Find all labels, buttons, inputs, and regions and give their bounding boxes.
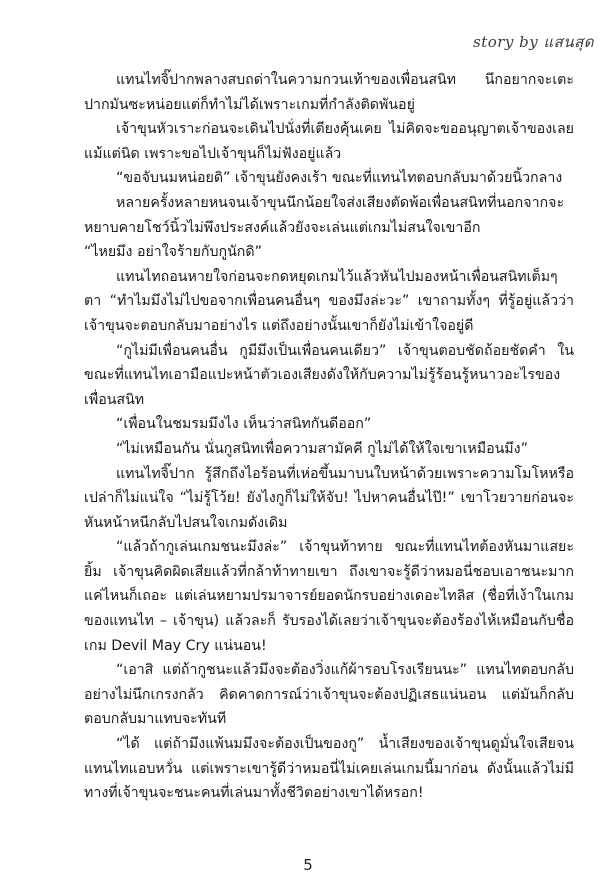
paragraph: แทนไทจิ๊ปากพลางสบถด่าในความกวนเท้าของเพื่อนสนิท นึกอยากจะเตะปากมันซะหน่อยแต่ก็ทำไม่ได้เพราะเกมที่กำลังติดพันอยู่ [84, 72, 574, 113]
page-header: story by แสนสุด [473, 33, 594, 51]
paragraph: แทนไทจิ๊ปาก รู้สึกถึงไอร้อนที่เห่อขึ้นมาบนใบหน้าด้วยเพราะความโมโหหรือเปล่าก็ไม่แน่ใจ “ไม่รู้โว้ย! ยังไงกูก็ไม่ให้จับ! ไปหาคนอื่นไป๊!” เขาโวยวายก่อนจะหันหน้าหนีกลับไปสนใจเกมดังเดิม [84, 465, 574, 531]
paragraph: “แล้วถ้ากูเล่นเกมชนะมึงล่ะ” เจ้าขุนท้าทาย ขณะที่แทนไทต้องหันมาแสยะยิ้ม เจ้าขุนคิดผิดเสียแล้วที่กล้าท้าทายเขา ถึงเขาจะรู้ดีว่าหมอนี่ชอบเอาชนะมากแค่ไหนก็เถอะ แต่เล่นหยามปรมาจารย์ยอดนักรบอย่างเดอะไทลิส (ชื่อที่เง้าในเกมของแทนไท – เจ้าขุน) แล้วละก็ รับรองได้เลยว่าเจ้าขุนจะต้องร้องไห้เหมือนกับชื่อเกม Devil May Cry แน่นอน! [84, 539, 574, 654]
paragraph: “ได้ แต่ถ้ามึงแพ้นมมึงจะต้องเป็นของกู” น้ำเสียงของเจ้าขุนดูมั่นใจเสียจนแทนไทแอบหวั่น แต่เพราะเขารู้ดีว่าหมอนี่ไม่เคยเล่นเกมนี้มาก่อน ดังนั้นแล้วไม่มีทางที่เจ้าขุนจะชนะคนที่เล่นมาทั้งชีวิตอย่างเขาได้หรอก! [84, 736, 574, 802]
paragraph: หลายครั้งหลายหนจนเจ้าขุนนึกน้อยใจส่งเสียงตัดพ้อเพื่อนสนิทที่นอกจากจะหยาบคายโชว์นิ้วไม่พึงประสงค์แล้วยังจะเล่นแต่เกมไม่สนใจเขาอีก [84, 194, 565, 236]
paragraph: “ไม่เหมือนกัน นั่นกูสนิทเพื่อความสามัคคี กูไม่ได้ให้ใจเขาเหมือนมึง” [116, 440, 528, 457]
paragraph: “ไหยมึง อย่าใจร้ายกับกูนักดิ” [84, 244, 262, 261]
paragraph: “เอาสิ แต่ถ้ากูชนะแล้วมึงจะต้องวิ่งแก้ผ้ารอบโรงเรียนนะ” แทนไทตอบกลับอย่างไม่นึกเกรงกลัว คิดคาดการณ์ว่าเจ้าขุนจะต้องปฏิเสธแน่นอน แต่มันก็กลับตอบกลับมาแทบจะทันที [84, 662, 574, 728]
paragraph: “เพื่อนในชมรมมึงไง เห็นว่าสนิทกันดีออก” [116, 416, 372, 433]
paragraph: “ขอจับนมหน่อยดิ” เจ้าขุนยังคงเร้า ขณะที่แทนไทตอบกลับมาด้วยนิ้วกลาง [116, 170, 563, 187]
paragraph: “กูไม่มีเพื่อนคนอื่น กูมีมึงเป็นเพื่อนคนเดียว” เจ้าขุนตอบชัดถ้อยชัดคำ ในขณะที่แทนไทเอามือแปะหน้าตัวเองเสียงดังให้กับความไม่รู้ร้อนรู้หนาวอะไรของเพื่อนสนิท [84, 342, 574, 408]
paragraph: แทนไทถอนหายใจก่อนจะกดหยุดเกมไว้แล้วหันไปมองหน้าเพื่อนสนิทเต็มๆ ตา “ทำไมมึงไม่ไปขอจากเพื่อนคนอื่นๆ ของมึงล่ะวะ” เขาถามทั้งๆ ที่รู้อยู่แล้วว่าเจ้าขุนจะตอบกลับมาอย่างไร แต่ถึงอย่างนั้นเขาก็ยังไม่เข้าใจอยู่ดี [84, 268, 574, 334]
page-number: 5 [303, 856, 313, 874]
body-text [84, 68, 574, 806]
paragraph: เจ้าขุนหัวเราะก่อนจะเดินไปนั่งที่เตียงคุ้นเคย ไม่คิดจะขออนุญาตเจ้าของเลยแม้แต่นิด เพราะขอไปเจ้าขุนก็ไม่ฟังอยู่แล้ว [84, 121, 574, 162]
